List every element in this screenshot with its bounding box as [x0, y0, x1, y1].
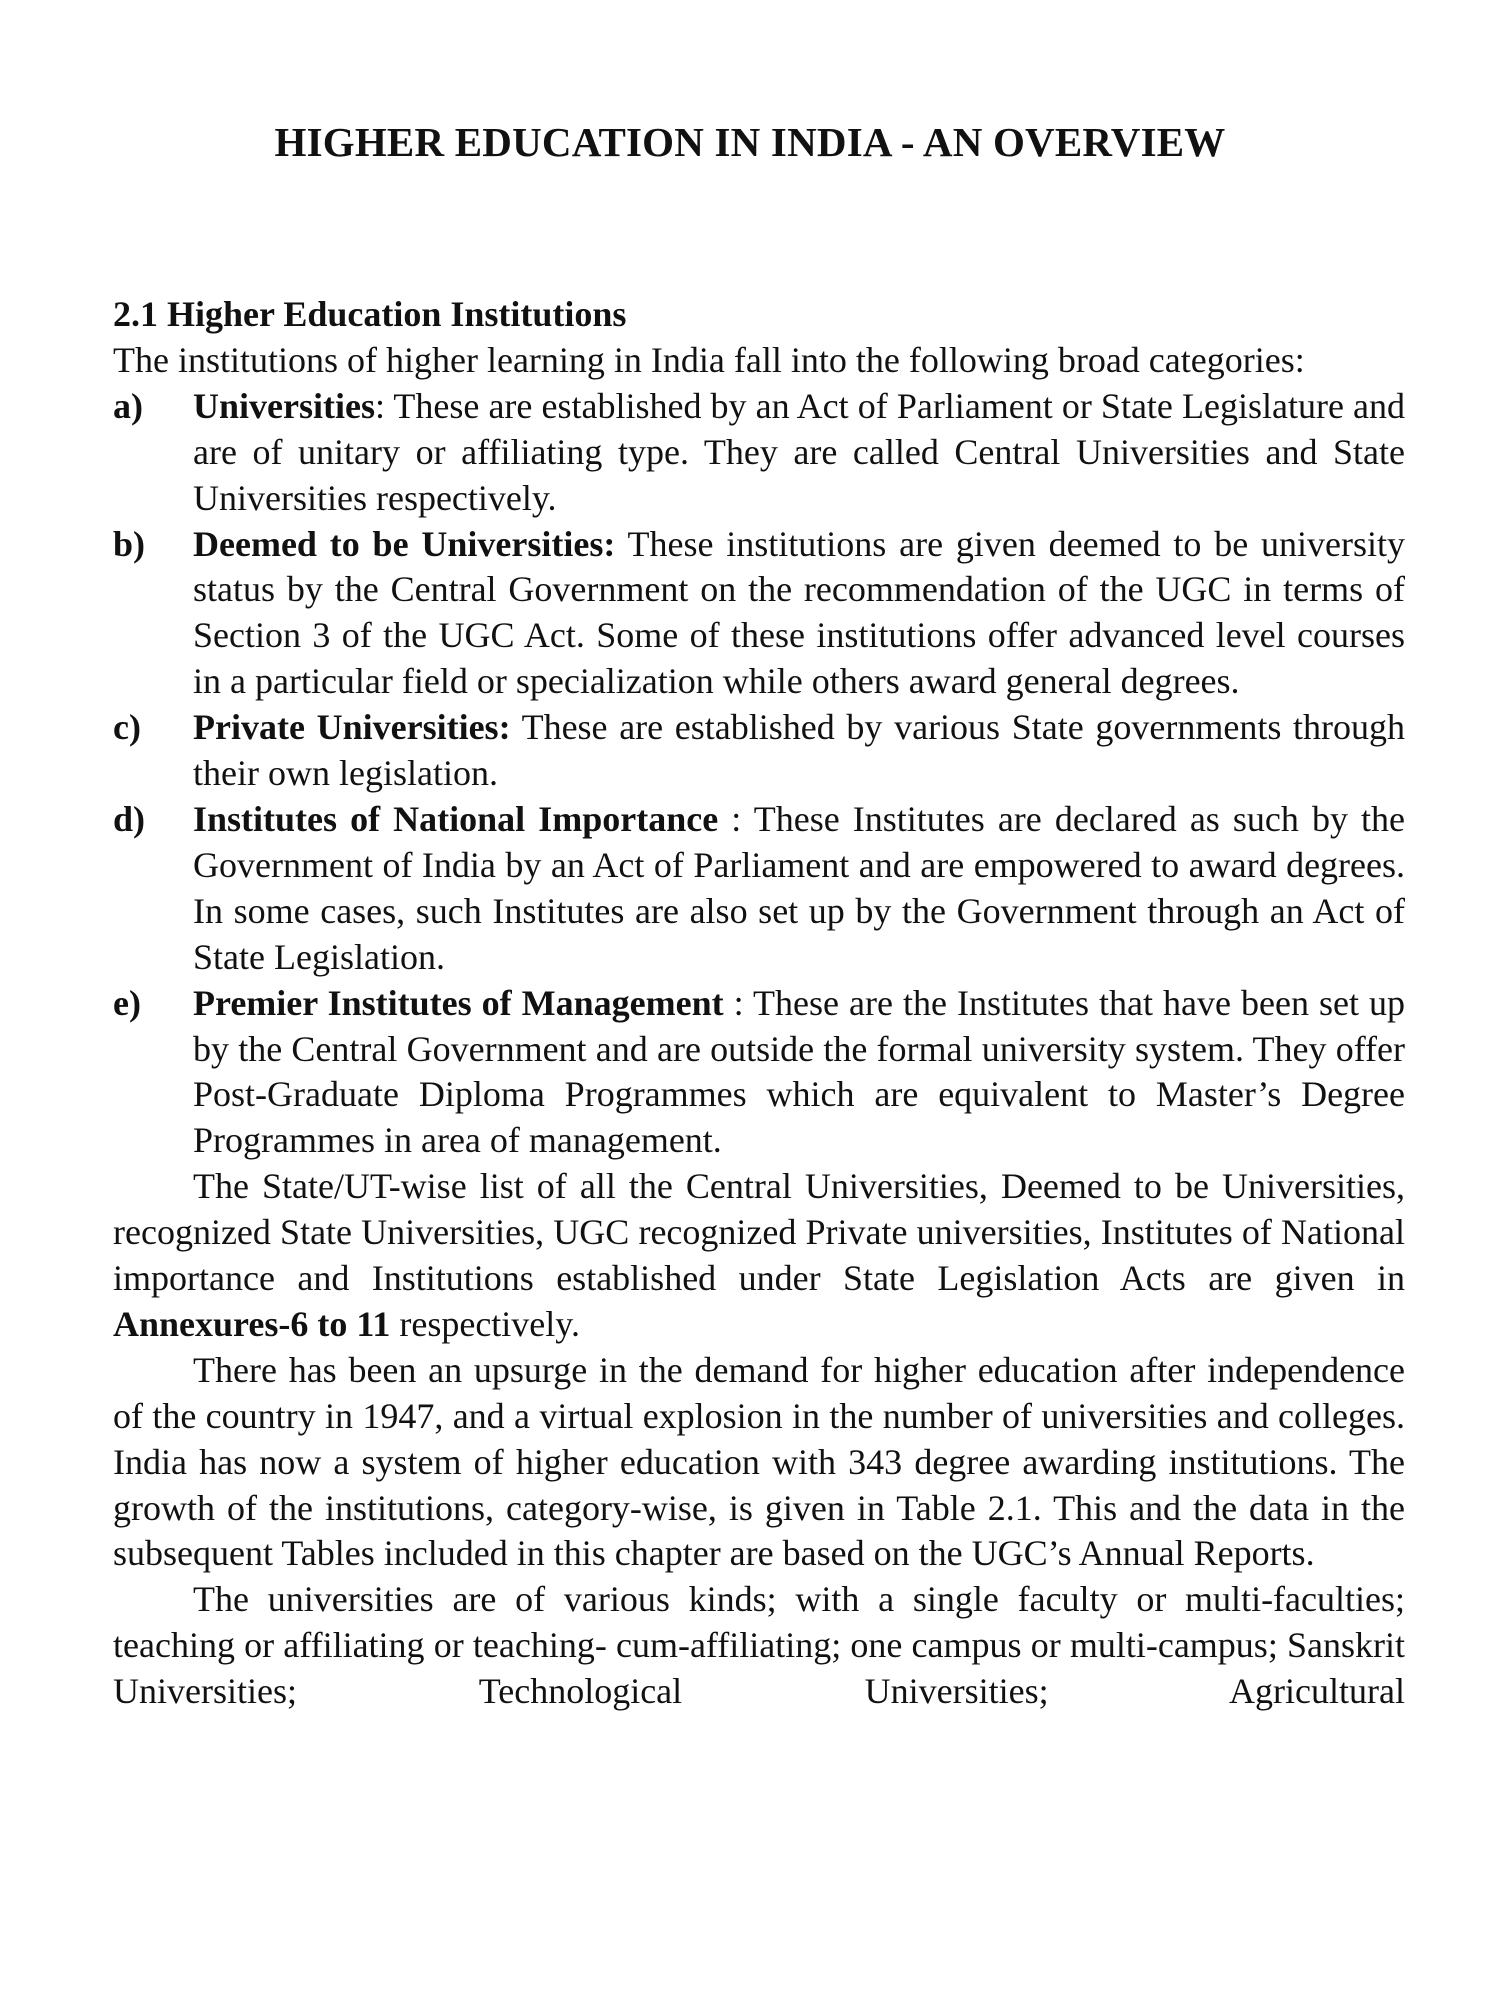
- list-marker: e): [113, 982, 141, 1023]
- paragraph-text: There has been an upsurge in the demand for higher education after independence of the country in 1947, and a virtual explosion in the number of universities and colleges. India has now a system of higher education with 343 degree awarding institutions. The growth of the institutions, category-wise, is given in Table 2.1. This and the data in the subsequent Tables included in this chapter are based on the UGC’s Annual Reports.: [113, 1349, 1405, 1574]
- paragraph-text: respectively.: [390, 1303, 580, 1344]
- page-title: HIGHER EDUCATION IN INDIA - AN OVERVIEW: [274, 119, 1226, 165]
- item-text: These are established by various State governments through their own legislation.: [193, 707, 1405, 794]
- list-item-national-importance: [113, 797, 1405, 981]
- item-separator: :: [718, 798, 754, 839]
- list-marker: a): [113, 385, 143, 426]
- section-heading: 2.1 Higher Education Institutions: [113, 294, 627, 334]
- item-separator: [511, 707, 522, 747]
- item-text: These are established by an Act of Parliament or State Legislature and are of unitary or affiliating type. They are called Central Universities and State Universities respectively.: [193, 385, 1405, 518]
- list-item-premier-management: [113, 981, 1405, 1165]
- list-item-universities: [113, 384, 1405, 522]
- item-term: Universities: [193, 385, 375, 426]
- item-term: Institutes of National Importance: [193, 798, 719, 839]
- list-marker: d): [113, 798, 146, 839]
- item-term: Deemed to be Universities:: [193, 523, 616, 564]
- item-separator: [615, 524, 627, 564]
- item-text: These are the Institutes that have been set up by the Central Government and are outside the formal university system. They offer Post-Graduate Diploma Programmes which are equivalent to Master’s Degree Programmes in area of management.: [193, 982, 1406, 1161]
- item-separator: :: [723, 982, 754, 1023]
- paragraph-text: The State/UT-wise list of all the Central Universities, Deemed to be Universities, recognized State Universities, UGC recognized Private universities, Institutes of National importance and Institutions established under State Legislation Acts are given in: [113, 1166, 1405, 1299]
- item-text: These Institutes are declared as such by the Government of India by an Act of Parliament and are empowered to award degrees. In some cases, such Institutes are also set up by the Government through an Act of State Legislation.: [193, 798, 1405, 977]
- paragraph-university-kinds: [113, 1577, 1405, 1715]
- intro-paragraph: The institutions of higher learning in India fall into the following broad categories:: [113, 339, 1305, 380]
- paragraph-annexures: [113, 1164, 1405, 1348]
- item-term: Premier Institutes of Management: [193, 982, 724, 1023]
- annexures-reference: Annexures-6 to 11: [113, 1303, 391, 1344]
- list-item-deemed-universities: [113, 522, 1405, 706]
- list-item-private-universities: [113, 705, 1405, 797]
- paragraph-growth: [113, 1348, 1405, 1578]
- paragraph-text: The universities are of various kinds; with a single faculty or multi-faculties; teaching or affiliating or teaching- cum-affiliating; one campus or multi-campus; Sanskrit Universities; Technological Universities; Agricultural: [113, 1579, 1405, 1712]
- item-term: Private Universities:: [193, 707, 511, 748]
- list-marker: b): [113, 523, 146, 564]
- item-text: These institutions are given deemed to be university status by the Central Government on the recommendation of the UGC in terms of Section 3 of the UGC Act. Some of these institutions offer advanced level courses in a particular field or specialization while others award general degrees.: [193, 523, 1405, 702]
- item-separator: :: [374, 385, 394, 426]
- page-content: [113, 292, 1405, 1715]
- institution-categories-list: [113, 384, 1405, 1164]
- list-marker: c): [113, 707, 141, 748]
